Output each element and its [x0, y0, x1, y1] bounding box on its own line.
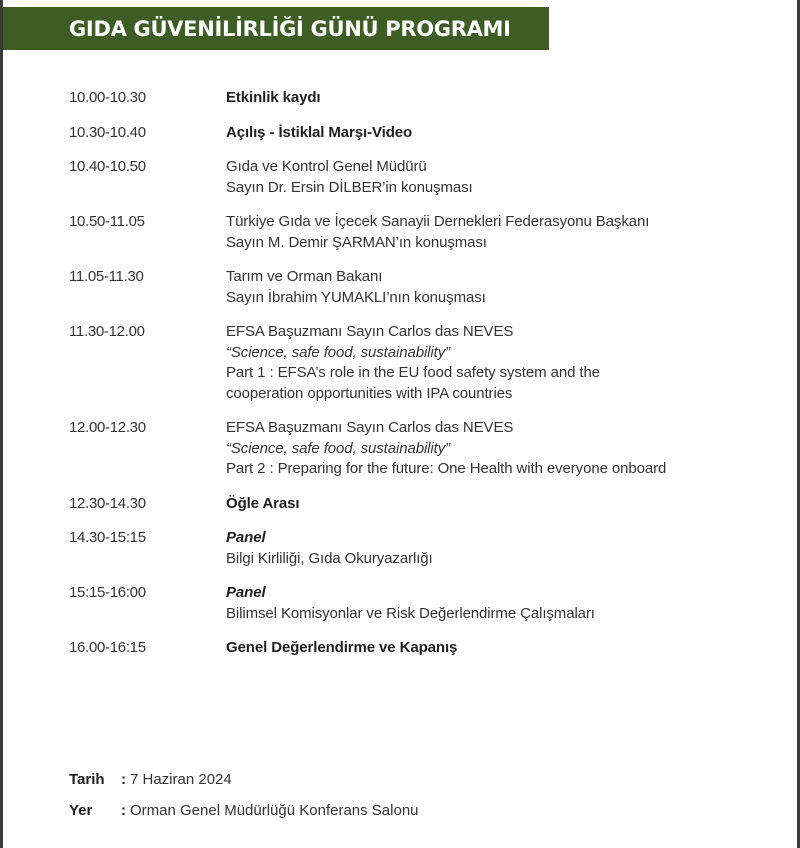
- schedule-time: 12.30-14.30: [69, 494, 146, 512]
- schedule-time: 10.50-11.05: [69, 213, 145, 230]
- schedule-line: “Science, safe food, sustainability”: [226, 343, 451, 361]
- schedule-description: [226, 88, 789, 109]
- date-separator: :: [121, 771, 126, 788]
- schedule-line: Panel: [226, 584, 266, 601]
- schedule-description: [226, 418, 789, 480]
- schedule-row: [69, 322, 789, 404]
- schedule-line: EFSA Başuzmanı Sayın Carlos das NEVES: [226, 419, 514, 436]
- schedule-list: [69, 88, 789, 673]
- schedule-time: 11.05-11.30: [69, 268, 144, 285]
- schedule-description: [226, 123, 789, 144]
- schedule-line: Part 2 : Preparing for the future: One Health with everyone onboard: [226, 460, 667, 477]
- schedule-description: [226, 212, 789, 253]
- event-info: [69, 770, 419, 832]
- schedule-description: [226, 322, 789, 404]
- schedule-row: [69, 88, 789, 109]
- schedule-description: [226, 157, 789, 198]
- page-title: GIDA GÜVENİLİRLİĞİ GÜNÜ PROGRAMI: [69, 16, 511, 41]
- schedule-line: Sayın M. Demir ŞARMAN’ın konuşması: [226, 233, 487, 251]
- schedule-line: “Science, safe food, sustainability”: [226, 439, 451, 457]
- schedule-row: [69, 418, 789, 480]
- schedule-time: 16.00-16:15: [69, 639, 146, 656]
- schedule-row: [69, 123, 789, 144]
- schedule-description: [226, 583, 789, 624]
- schedule-line: Panel: [226, 529, 266, 546]
- schedule-time: 11.30-12.00: [69, 323, 145, 340]
- date-value: 7 Haziran 2024: [130, 771, 232, 788]
- schedule-row: [69, 157, 789, 198]
- schedule-time: 14.30-15:15: [69, 529, 146, 546]
- schedule-line: Bilimsel Komisyonlar ve Risk Değerlendirme Çalışmaları: [226, 604, 595, 622]
- schedule-row: [69, 583, 789, 624]
- schedule-time: 15:15-16:00: [69, 584, 146, 601]
- schedule-row: [69, 638, 789, 659]
- place-value: Orman Genel Müdürlüğü Konferans Salonu: [130, 802, 419, 819]
- schedule-line: Genel Değerlendirme ve Kapanış: [226, 639, 458, 656]
- schedule-line: EFSA Başuzmanı Sayın Carlos das NEVES: [226, 323, 514, 340]
- schedule-line: Part 1 : EFSA’s role in the EU food safety system and the: [226, 364, 600, 381]
- schedule-description: [226, 494, 789, 515]
- place-row: [69, 801, 419, 821]
- date-row: [69, 770, 419, 790]
- schedule-line: Sayın Dr. Ersin DİLBER’in konuşması: [226, 178, 473, 196]
- schedule-row: [69, 494, 789, 515]
- title-banner: [3, 7, 549, 50]
- schedule-line: cooperation opportunities with IPA countries: [226, 384, 513, 402]
- schedule-time: 10.30-10.40: [69, 123, 146, 141]
- schedule-line: Türkiye Gıda ve İçecek Sanayii Dernekleri Federasyonu Başkanı: [226, 213, 650, 230]
- schedule-line: Etkinlik kaydı: [226, 89, 321, 106]
- schedule-row: [69, 267, 789, 308]
- place-separator: :: [121, 802, 126, 819]
- schedule-description: [226, 528, 789, 569]
- schedule-line: Bilgi Kirliliği, Gıda Okuryazarlığı: [226, 549, 433, 567]
- schedule-row: [69, 212, 789, 253]
- date-label: Tarih: [69, 771, 105, 788]
- schedule-description: [226, 267, 789, 308]
- schedule-time: 10.00-10.30: [69, 89, 146, 106]
- schedule-time: 10.40-10.50: [69, 158, 146, 175]
- schedule-line: Sayın İbrahim YUMAKLI’nın konuşması: [226, 288, 486, 306]
- schedule-line: Tarım ve Orman Bakanı: [226, 268, 383, 285]
- place-label: Yer: [69, 802, 93, 819]
- schedule-description: [226, 638, 789, 659]
- schedule-line: Gıda ve Kontrol Genel Müdürü: [226, 158, 427, 175]
- schedule-row: [69, 528, 789, 569]
- schedule-line: Açılış - İstiklal Marşı-Video: [226, 123, 413, 141]
- schedule-time: 12.00-12.30: [69, 419, 146, 436]
- schedule-line: Öğle Arası: [226, 494, 300, 512]
